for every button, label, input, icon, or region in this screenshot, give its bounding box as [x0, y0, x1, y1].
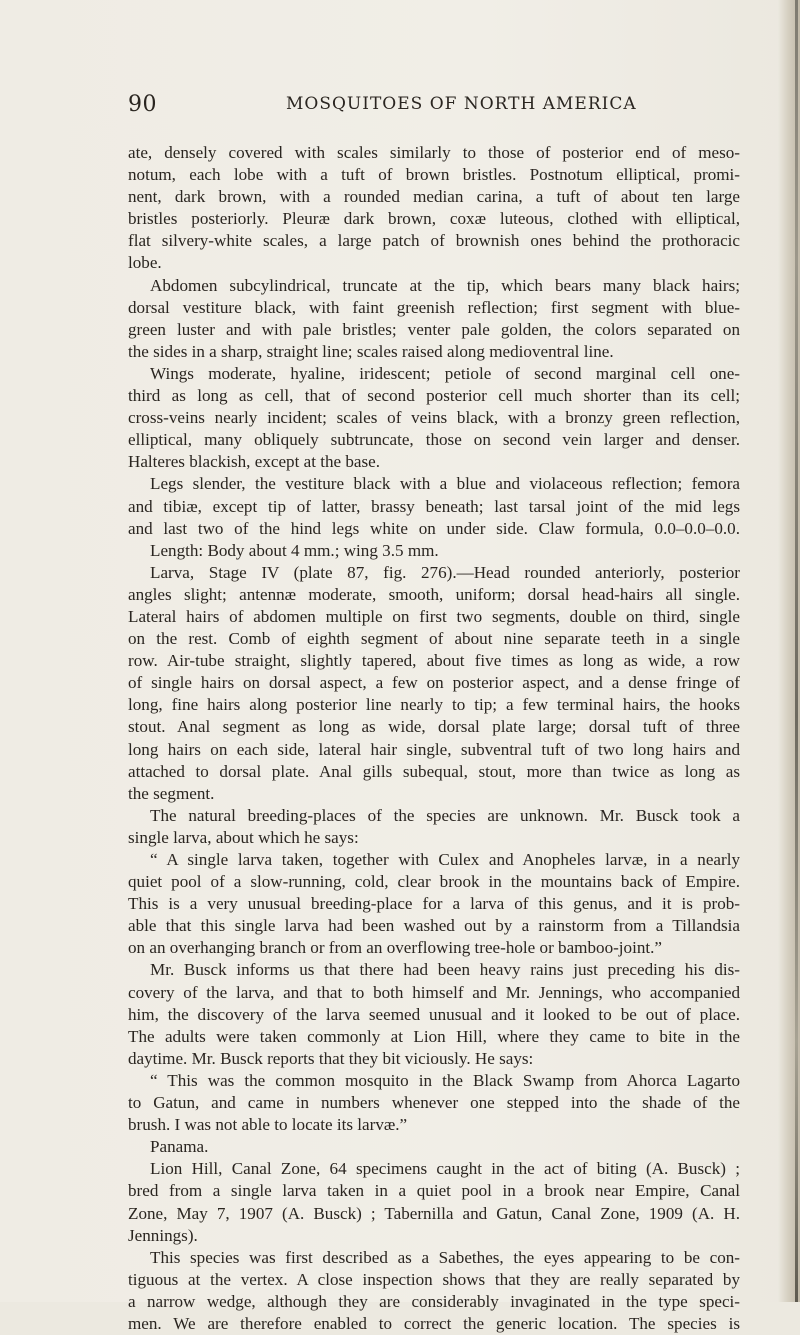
- text-line: ate, densely covered with scales similarly to those of posterior end of meso-: [128, 143, 740, 162]
- text-line: Mr. Busck informs us that there had been heavy rains just preceding his dis-: [150, 960, 740, 980]
- text-line: lobe.: [128, 253, 162, 273]
- text-line: “ This was the common mosquito in the Black Swamp from Ahorca Lagarto: [150, 1070, 740, 1090]
- text-line: flat silvery-white scales, a large patch of brownish ones behind the prothoracic: [128, 231, 740, 251]
- text-line: the sides in a sharp, straight line; scales raised along medioventral line.: [128, 341, 614, 361]
- text-line: and tibiæ, except tip of latter, brassy beneath; last tarsal joint of the mid legs: [128, 496, 740, 516]
- text-line: Legs slender, the vestiture black with a blue and violaceous reflection; femora: [150, 474, 740, 494]
- text-line: the segment.: [128, 783, 215, 803]
- text-line: quiet pool of a slow-running, cold, clear brook in the mountains back of Empire.: [128, 872, 740, 892]
- text-line: bred from a single larva taken in a quiet pool in a brook near Empire, Canal: [128, 1181, 740, 1201]
- text-line: nent, dark brown, with a rounded median carina, a tuft of about ten large: [128, 187, 740, 207]
- text-line: This species was first described as a Sabethes, the eyes appearing to be con-: [150, 1247, 740, 1267]
- text-line: long, fine hairs along posterior line nearly to tip; a few terminal hairs, the hooks: [128, 695, 740, 715]
- text-line: him, the discovery of the larva seemed unusual and it looked to be out of place.: [128, 1004, 740, 1024]
- text-line: able that this single larva had been washed out by a rainstorm from a Tillandsia: [128, 916, 740, 936]
- text-line: Zone, May 7, 1907 (A. Busck) ; Tabernilla and Gatun, Canal Zone, 1909 (A. H.: [128, 1203, 740, 1223]
- text-line: covery of the larva, and that to both himself and Mr. Jennings, who accompanied: [128, 982, 740, 1002]
- text-line: Length: Body about 4 mm.; wing 3.5 mm.: [150, 540, 439, 560]
- text-line: row. Air-tube straight, slightly tapered, about five times as long as wide, a row: [128, 651, 740, 671]
- text-line: third as long as cell, that of second posterior cell much shorter than its cell;: [128, 386, 740, 406]
- text-line: attached to dorsal plate. Anal gills subequal, stout, more than twice as long as: [128, 761, 740, 781]
- text-line: “ A single larva taken, together with Culex and Anopheles larvæ, in a nearly: [150, 850, 740, 869]
- page-edge-shadow: [778, 0, 800, 1302]
- text-line: to Gatun, and came in numbers whenever one stepped into the shade of the: [128, 1093, 740, 1113]
- text-line: cross-veins nearly incident; scales of veins black, with a bronzy green reflection,: [128, 408, 740, 428]
- text-line: The natural breeding-places of the species are unknown. Mr. Busck took a: [150, 805, 740, 825]
- text-line: Jennings).: [128, 1225, 198, 1245]
- text-line: single larva, about which he says:: [128, 827, 359, 847]
- text-line: This is a very unusual breeding-place for a larva of this genus, and it is prob-: [128, 894, 740, 914]
- text-line: dorsal vestiture black, with faint greenish reflection; first segment with blue-: [128, 297, 740, 317]
- text-line: brush. I was not able to locate its larvæ.”: [128, 1115, 408, 1135]
- text-line: The adults were taken commonly at Lion Hill, where they came to bite in the: [128, 1026, 740, 1046]
- text-line: stout. Anal segment as long as wide, dorsal plate large; dorsal tuft of three: [128, 717, 740, 737]
- text-line: notum, each lobe with a tuft of brown bristles. Postnotum elliptical, promi-: [128, 165, 740, 185]
- text-line: Abdomen subcylindrical, truncate at the tip, which bears many black hairs;: [150, 275, 740, 295]
- text-line: bristles posteriorly. Pleuræ dark brown, coxæ luteous, clothed with elliptical,: [128, 209, 740, 229]
- text-line: Lateral hairs of abdomen multiple on first two segments, double on third, single: [128, 606, 740, 626]
- text-line: Halteres blackish, except at the base.: [128, 452, 381, 472]
- text-line: a narrow wedge, although they are considerably invaginated in the type speci-: [128, 1291, 740, 1311]
- page-header: [128, 92, 740, 120]
- text-line: and last two of the hind legs white on under side. Claw formula, 0.0–0.0–0.0.: [128, 518, 740, 538]
- page-number: 90: [128, 92, 157, 117]
- text-line: Wings moderate, hyaline, iridescent; petiole of second marginal cell one-: [150, 363, 740, 383]
- running-title: MOSQUITOES OF NORTH AMERICA: [286, 94, 637, 114]
- text-line: men. We are therefore enabled to correct the generic location. The species is: [128, 1313, 740, 1333]
- text-line: tiguous at the vertex. A close inspection shows that they are really separated by: [128, 1269, 740, 1289]
- text-line: daytime. Mr. Busck reports that they bit viciously. He says:: [128, 1048, 534, 1068]
- text-line: green luster and with pale bristles; venter pale golden, the colors separated on: [128, 319, 740, 339]
- body-text: [128, 142, 740, 1335]
- text-line: angles slight; antennæ moderate, smooth, uniform; dorsal head-hairs all single.: [128, 584, 740, 604]
- text-line: on an overhanging branch or from an overflowing tree-hole or bamboo-joint.”: [128, 938, 663, 958]
- text-line: long hairs on each side, lateral hair single, subventral tuft of two long hairs and: [128, 739, 740, 759]
- text-line: Lion Hill, Canal Zone, 64 specimens caught in the act of biting (A. Busck) ;: [150, 1159, 740, 1179]
- text-line: on the rest. Comb of eighth segment of about nine separate teeth in a single: [128, 629, 740, 649]
- text-line: Panama.: [150, 1137, 209, 1157]
- text-line: of single hairs on dorsal aspect, a few on posterior aspect, and a dense fringe of: [128, 673, 740, 693]
- text-line: elliptical, many obliquely subtruncate, those on second vein larger and denser.: [128, 430, 740, 450]
- text-line: Larva, Stage IV (plate 87, fig. 276).—Head rounded anteriorly, posterior: [150, 562, 740, 582]
